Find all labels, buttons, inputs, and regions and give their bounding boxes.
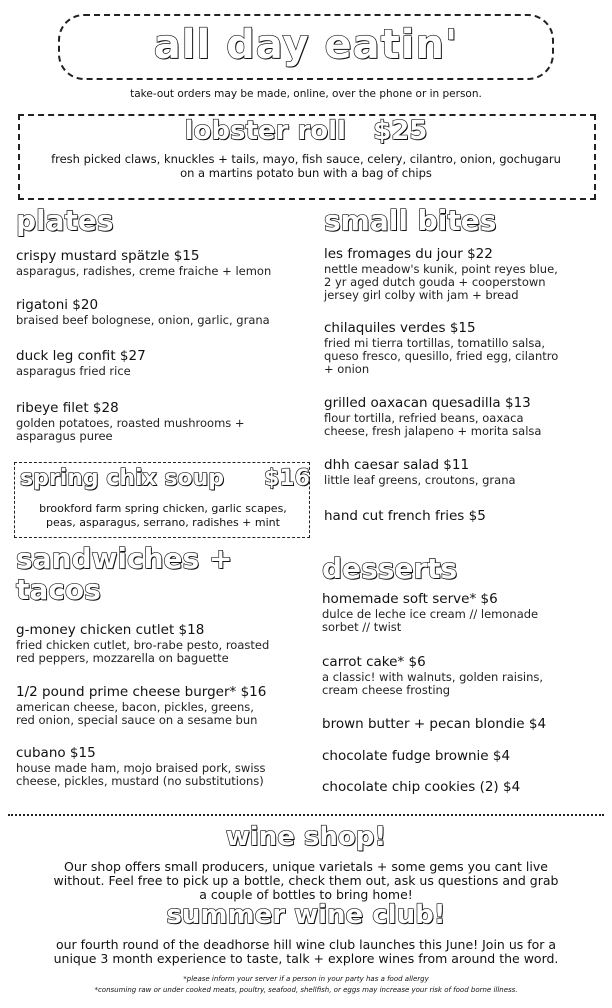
item-name: homemade soft serve* $6 (322, 591, 498, 607)
item-desc: cheese, pickles, mustard (no substitutions) (16, 774, 264, 788)
dessert-item (322, 779, 604, 796)
wine-shop-desc-2: without. Feel free to pick up a bottle, check them out, ask us questions and grab (53, 873, 559, 888)
raw-food-footnote: *consuming raw or under cooked meats, poultry, seafood, shellfish, or eggs may increase your risk of food borne illness. (94, 986, 518, 994)
lobster-roll-title: lobster roll $25 (184, 116, 428, 146)
item-name: chocolate fudge brownie $4 (322, 748, 511, 764)
item-name: g-money chicken cutlet $18 (16, 622, 205, 638)
item-desc: braised beef bolognese, onion, garlic, grana (16, 313, 270, 327)
item-desc: red peppers, mozzarella on baguette (16, 651, 229, 665)
lobster-roll-desc-1: fresh picked claws, knuckles + tails, mayo, fish sauce, celery, cilantro, onion, gochugaru (51, 152, 561, 166)
item-name: les fromages du jour $22 (324, 246, 493, 262)
small-bites-item (324, 320, 604, 376)
item-name: hand cut french fries $5 (324, 508, 486, 524)
item-name: cubano $15 (16, 745, 96, 761)
sandwiches-heading: sandwiches + (16, 542, 233, 575)
item-desc: a classic! with walnuts, golden raisins, (322, 670, 544, 684)
menu-title: all day eatin' (153, 22, 459, 68)
soup-price: $16 (264, 466, 310, 491)
item-name: grilled oaxacan quesadilla $13 (324, 395, 531, 411)
lobster-roll-desc-2: on a martins potato bun with a bag of chips (180, 166, 432, 180)
wine-shop-desc-3: a couple of bottles to bring home! (199, 887, 413, 902)
item-desc: little leaf greens, croutons, grana (324, 473, 516, 487)
small-bites-item (324, 457, 604, 487)
plates-item (16, 297, 306, 327)
item-desc: flour tortilla, refried beans, oaxaca (324, 411, 524, 425)
dessert-item (322, 748, 604, 765)
item-desc: + onion (324, 362, 370, 376)
item-name: ribeye filet $28 (16, 400, 119, 416)
wine-shop-heading: wine shop! (225, 822, 387, 852)
item-desc: asparagus, radishes, creme fraiche + lemon (16, 264, 272, 278)
item-desc: asparagus fried rice (16, 364, 131, 378)
item-name: 1/2 pound prime cheese burger* $16 (16, 684, 267, 700)
plates-item (16, 348, 306, 378)
small-bites-heading: small bites (324, 204, 497, 237)
item-name: chilaquiles verdes $15 (324, 320, 476, 336)
plates-item (16, 400, 306, 443)
item-name: chocolate chip cookies (2) $4 (322, 779, 521, 795)
item-desc: queso fresco, quesillo, fried egg, cilantro (324, 349, 559, 363)
soup-desc-1: brookford farm spring chicken, garlic scapes, (39, 502, 287, 515)
item-desc: dulce de leche ice cream // lemonade (322, 607, 539, 621)
item-desc: sorbet // twist (322, 620, 402, 634)
item-desc: fried mi tierra tortillas, tomatillo salsa, (324, 336, 546, 350)
item-name: rigatoni $20 (16, 297, 99, 313)
sandwich-item (16, 684, 312, 727)
soup-desc-2: peas, asparagus, serrano, radishes + mint (46, 516, 280, 529)
plates-item (16, 248, 306, 278)
wine-club-desc-1: our fourth round of the deadhorse hill wine club launches this June! Join us for a (55, 937, 557, 952)
takeout-note: take-out orders may be made, online, over the phone or in person. (130, 88, 482, 100)
item-desc: cream cheese frosting (322, 683, 451, 697)
allergy-footnote: *please inform your server if a person in your party has a food allergy (183, 975, 429, 983)
soup-title: spring chix soup (20, 466, 225, 491)
item-desc: house made ham, mojo braised pork, swiss (16, 761, 266, 775)
wine-shop-desc-1: Our shop offers small producers, unique varietals + some gems you cant live (64, 859, 548, 874)
item-desc: asparagus puree (16, 429, 113, 443)
item-desc: 2 yr aged dutch gouda + cooperstown (324, 275, 546, 289)
small-bites-item (324, 395, 604, 438)
item-desc: jersey girl colby with jam + bread (324, 288, 519, 302)
small-bites-item (324, 508, 604, 525)
dessert-item (322, 654, 604, 697)
item-desc: golden potatoes, roasted mushrooms + (16, 416, 245, 430)
item-name: carrot cake* $6 (322, 654, 426, 670)
item-name: duck leg confit $27 (16, 348, 146, 364)
item-name: dhh caesar salad $11 (324, 457, 470, 473)
desserts-heading: desserts (322, 552, 458, 585)
wine-club-heading: summer wine club! (166, 900, 446, 930)
sandwich-item (16, 622, 312, 665)
item-desc: cheese, fresh jalapeno + morita salsa (324, 424, 542, 438)
sandwich-item (16, 745, 312, 788)
item-desc: american cheese, bacon, pickles, greens, (16, 700, 254, 714)
item-desc: nettle meadow's kunik, point reyes blue, (324, 262, 558, 276)
item-desc: red onion, special sauce on a sesame bun (16, 713, 258, 727)
item-desc: fried chicken cutlet, bro-rabe pesto, roasted (16, 638, 270, 652)
dessert-item (322, 591, 604, 634)
section-divider (8, 814, 604, 816)
wine-club-desc-2: unique 3 month experience to taste, talk + explore wines from around the word. (53, 951, 559, 966)
dessert-item (322, 716, 604, 733)
item-name: crispy mustard spätzle $15 (16, 248, 200, 264)
small-bites-item (324, 246, 604, 302)
item-name: brown butter + pecan blondie $4 (322, 716, 547, 732)
plates-heading: plates (16, 204, 114, 237)
tacos-heading: tacos (16, 573, 101, 606)
